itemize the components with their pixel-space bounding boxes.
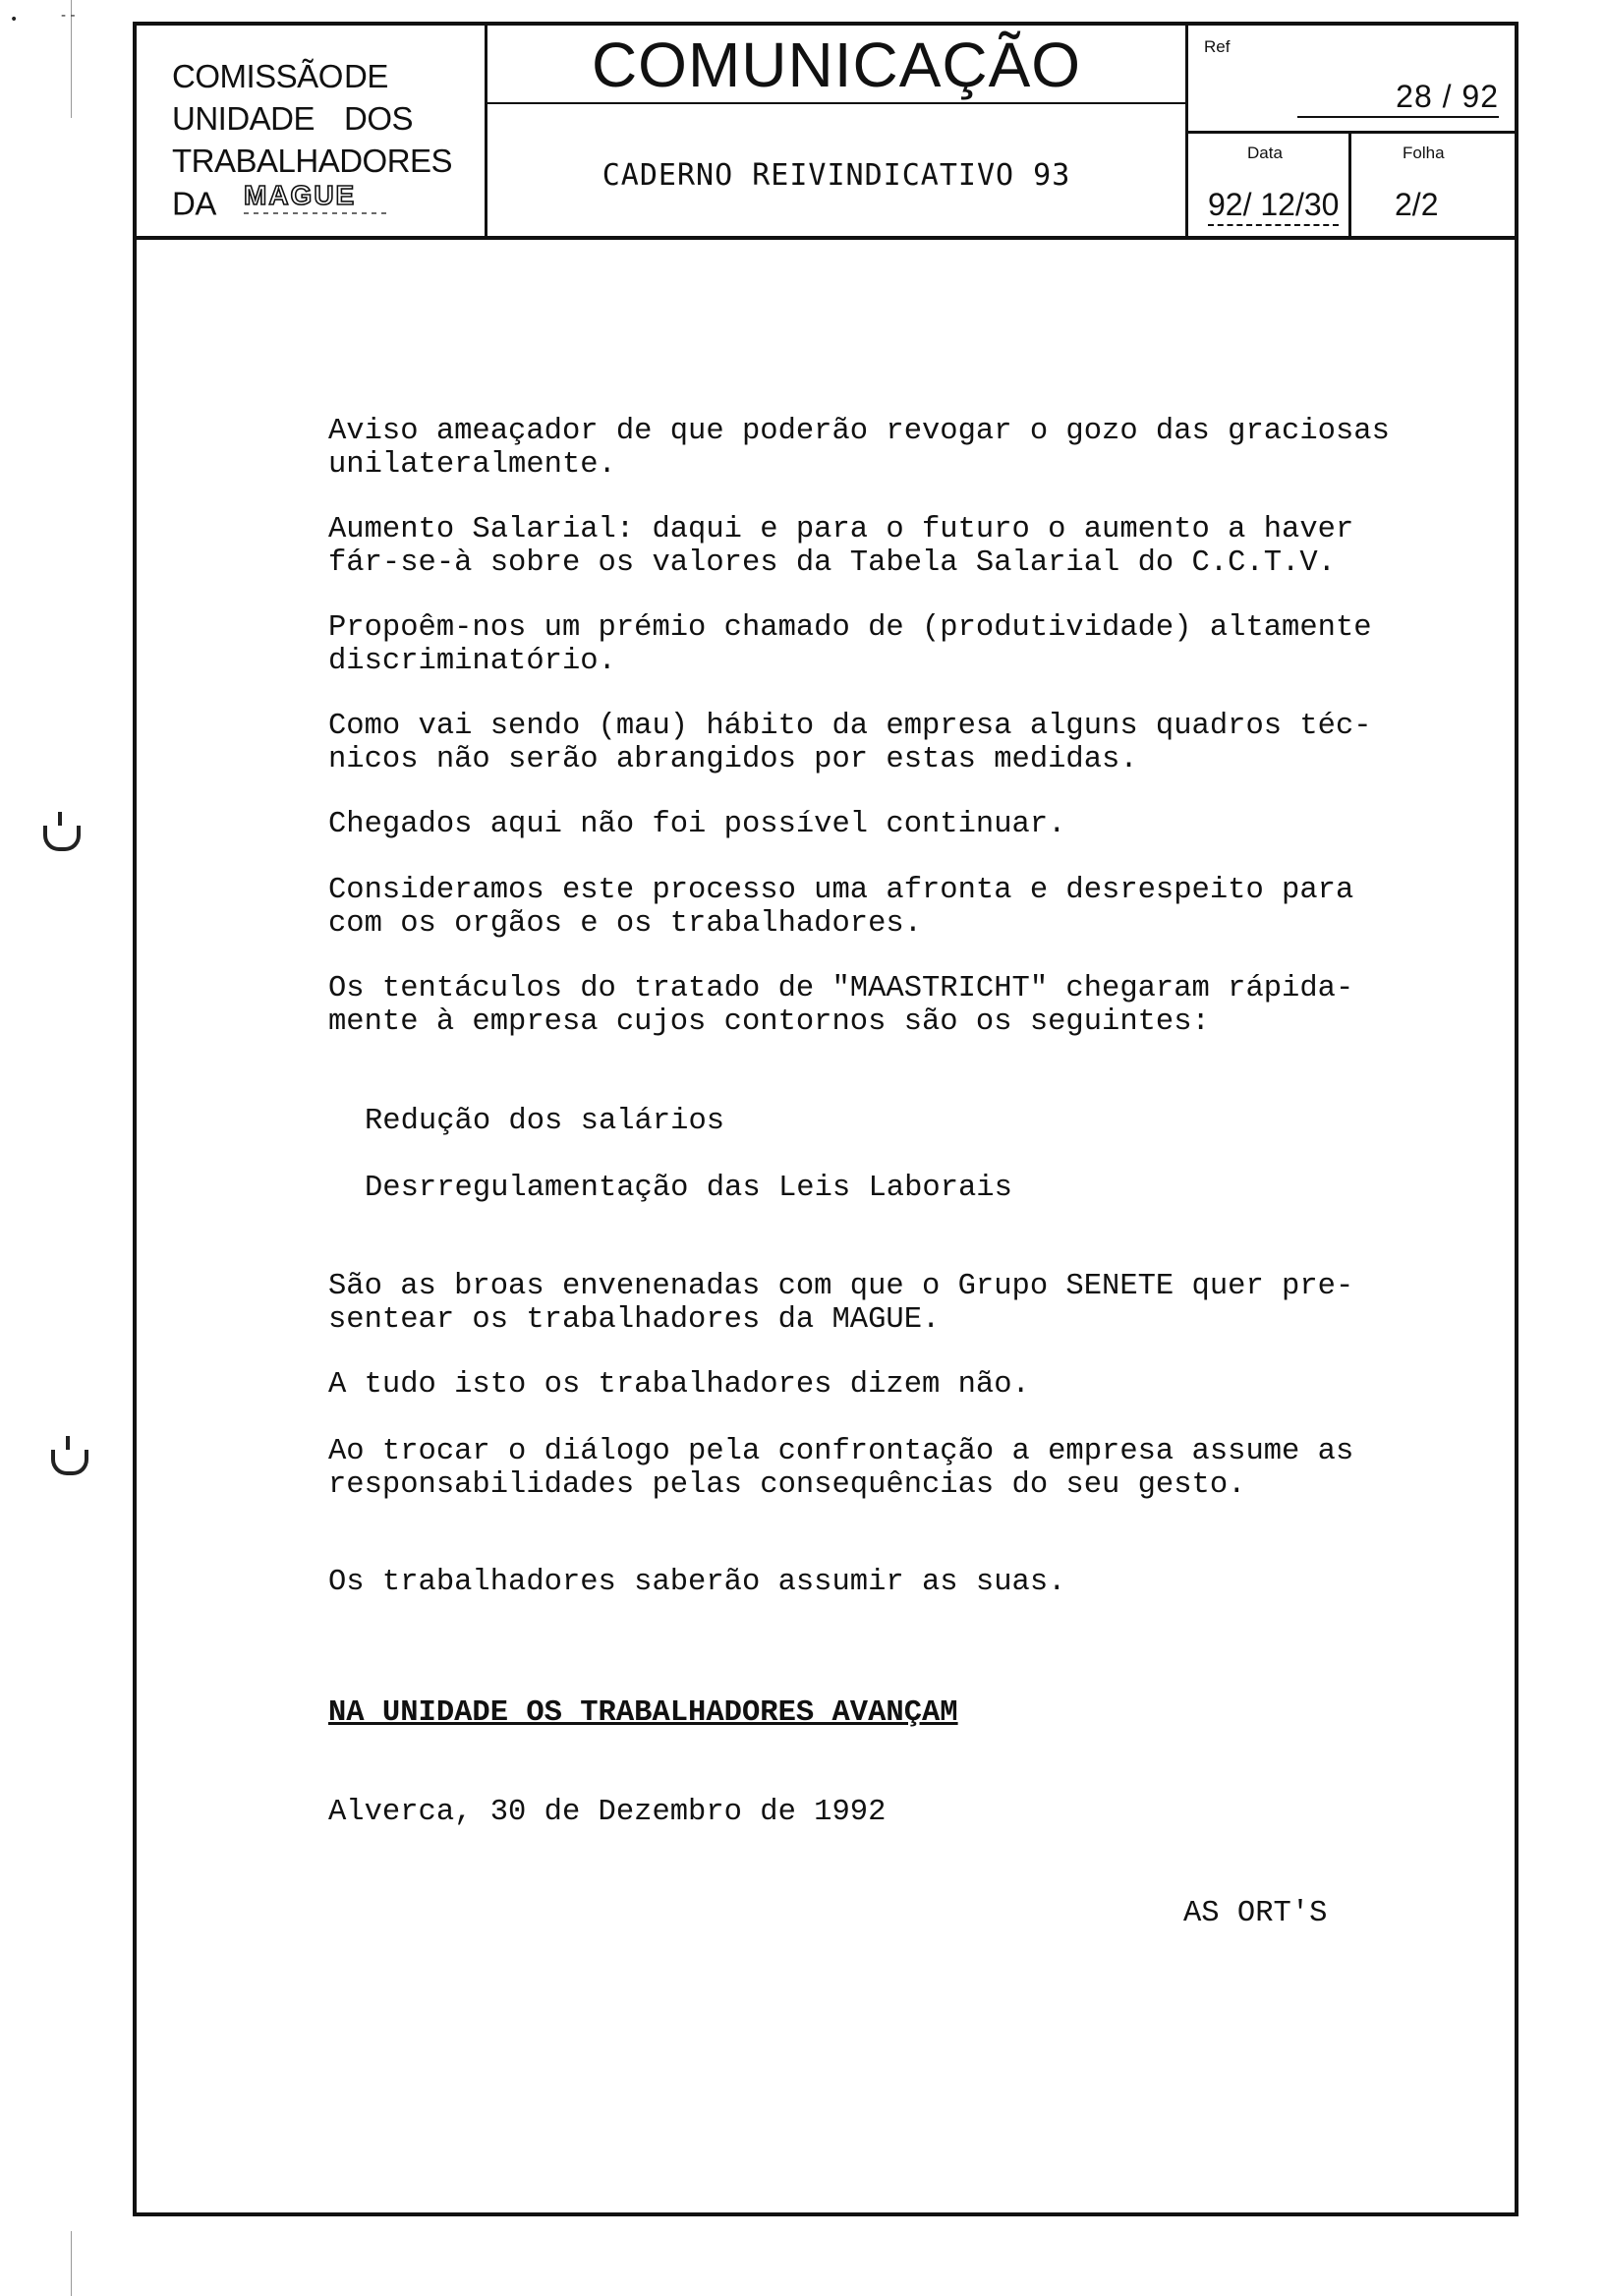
organization-name [137, 26, 487, 236]
paragraph: Os tentáculos do tratado de "MAASTRICHT" chegaram rápida- mente à empresa cujos contornos são os seguintes: [328, 972, 1354, 1039]
sheet-label: Folha [1403, 144, 1445, 162]
date-label: Data [1247, 144, 1283, 162]
org-word: DOS [344, 100, 414, 137]
motto: NA UNIDADE OS TRABALHADORES AVANÇAM [328, 1696, 958, 1730]
paragraph: A tudo isto os trabalhadores dizem não. [328, 1368, 1030, 1402]
org-word: DE [344, 58, 388, 94]
punch-hole-mark [51, 1450, 88, 1475]
paragraph: São as broas envenenadas com que o Grupo SENETE quer pre- sentear os trabalhadores da MAGUE. [328, 1270, 1354, 1337]
date-cell [1188, 134, 1351, 236]
scan-speck: - - [61, 8, 76, 24]
paragraph: Ao trocar o diálogo pela confrontação a empresa assume as responsabilidades pelas consequências do seu gesto. [328, 1435, 1354, 1502]
paragraph: Como vai sendo (mau) hábito da empresa alguns quadros téc- nicos não serão abrangidos por estas medidas. [328, 710, 1372, 776]
title-column [487, 26, 1188, 236]
mague-logo-text: MAGUE [243, 180, 357, 210]
signature: AS ORT'S [1183, 1897, 1328, 1930]
mague-logo [242, 178, 399, 227]
ref-label: Ref [1204, 37, 1231, 56]
paragraph: Propoêm-nos um prémio chamado de (produtividade) altamente discriminatório. [328, 611, 1372, 678]
paragraph: Chegados aqui não foi possível continuar. [328, 808, 1066, 841]
list-item: Redução dos salários [365, 1105, 725, 1138]
date-value: 92/ 12/30 [1208, 185, 1339, 226]
paragraph: Aviso ameaçador de que poderão revogar o gozo das graciosas unilateralmente. [328, 415, 1390, 482]
org-word: UNIDADE [172, 100, 315, 137]
paragraph: Os trabalhadores saberão assumir as suas. [328, 1566, 1066, 1599]
sheet-number: 2/2 [1395, 187, 1439, 222]
ref-number: 28 / 92 [1297, 77, 1499, 118]
scan-margin-line [71, 2231, 72, 2296]
paragraph: Aumento Salarial: daqui e para o futuro o aumento a haver fár-se-à sobre os valores da Tabela Salarial do C.C.T.V. [328, 513, 1354, 580]
communication-form [133, 22, 1518, 2216]
list-item: Desrregulamentação das Leis Laborais [365, 1172, 1012, 1205]
page-title: COMUNICAÇÃO [487, 26, 1185, 104]
reference-box [1188, 26, 1515, 236]
org-word: COMISSÃO [172, 58, 343, 94]
paragraph: Consideramos este processo uma afronta e desrespeito para com os orgãos e os trabalhadores. [328, 874, 1354, 941]
org-word: TRABALHADORES [172, 143, 453, 179]
document-subject: CADERNO REIVINDICATIVO 93 [602, 158, 1071, 193]
scan-speck: • [10, 12, 19, 28]
org-word: DA [172, 185, 216, 222]
punch-hole-mark [43, 826, 81, 851]
form-header [137, 26, 1515, 240]
sheet-cell [1351, 134, 1515, 236]
place-date: Alverca, 30 de Dezembro de 1992 [328, 1796, 887, 1829]
reference-cell [1188, 26, 1515, 134]
